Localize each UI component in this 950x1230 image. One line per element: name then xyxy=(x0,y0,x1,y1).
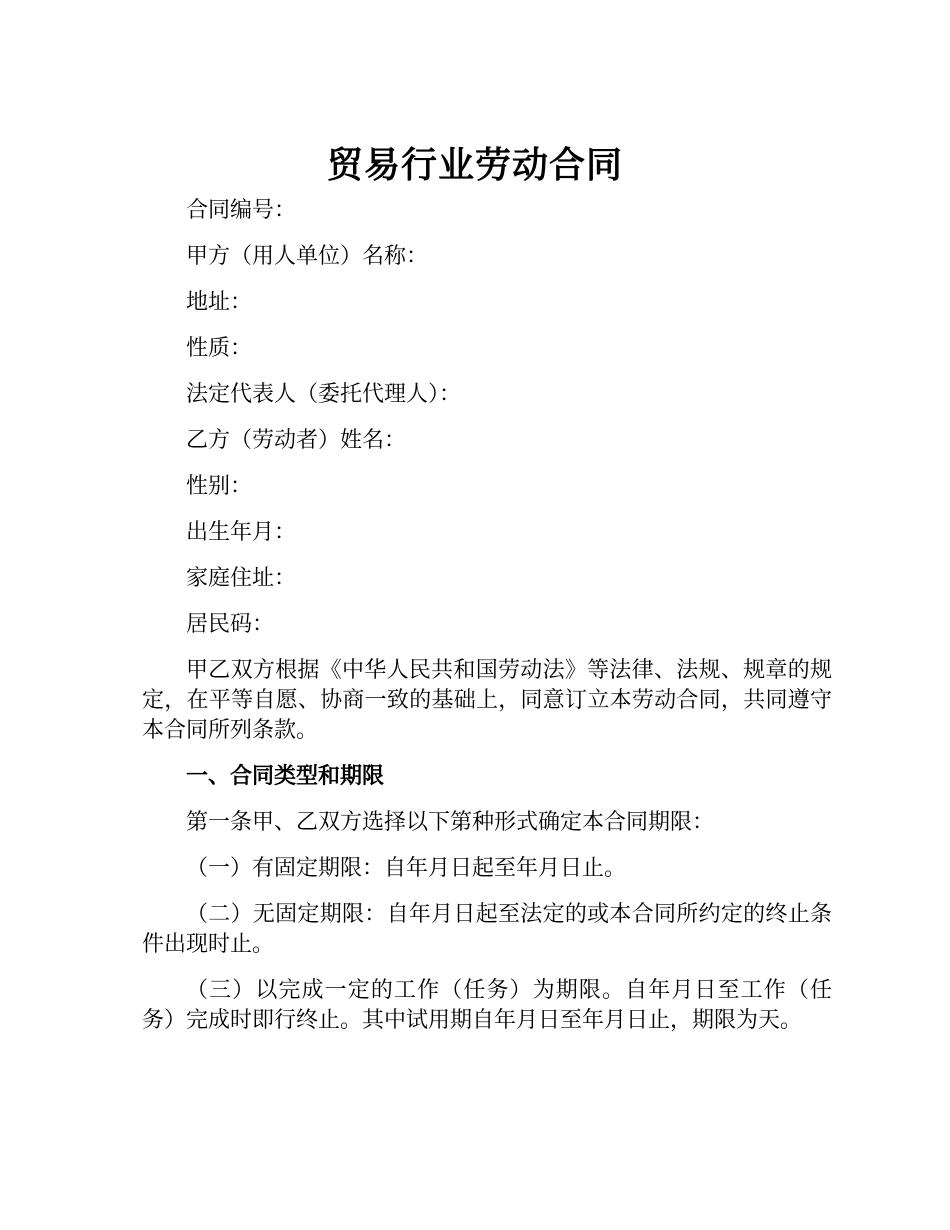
clause-open-term: （二）无固定期限：自年月日起至法定的或本合同所约定的终止条件出现时止。 xyxy=(142,902,832,957)
preamble-paragraph: 甲乙双方根据《中华人民共和国劳动法》等法律、法规、规章的规定，在平等自愿、协商一致的基础上，同意订立本劳动合同，共同遵守本合同所列条款。 xyxy=(142,658,832,743)
clause-fixed-term: （一）有固定期限：自年月日起至年月日止。 xyxy=(186,856,627,881)
field-party-a-name: 甲方（用人单位）名称： xyxy=(186,244,429,269)
field-resident-code: 居民码： xyxy=(186,612,275,637)
field-nature: 性质： xyxy=(186,336,253,361)
field-legal-representative: 法定代表人（委托代理人）： xyxy=(186,382,462,407)
document-body xyxy=(142,196,832,1052)
field-birth-date: 出生年月： xyxy=(186,520,297,545)
field-home-address: 家庭住址： xyxy=(186,566,297,591)
field-party-b-name: 乙方（劳动者）姓名： xyxy=(186,428,407,453)
clause-task-term: （三）以完成一定的工作（任务）为期限。自年月日至工作（任务）完成时即行终止。其中试用期自年月日至年月日止，期限为天。 xyxy=(142,978,832,1033)
section-heading: 一、合同类型和期限 xyxy=(186,764,385,789)
document-title: 贸易行业劳动合同 xyxy=(326,145,623,187)
article-1: 第一条甲、乙双方选择以下第种形式确定本合同期限： xyxy=(186,810,715,835)
field-contract-number: 合同编号： xyxy=(186,198,297,223)
field-gender: 性别： xyxy=(186,474,253,499)
field-address: 地址： xyxy=(186,290,253,315)
